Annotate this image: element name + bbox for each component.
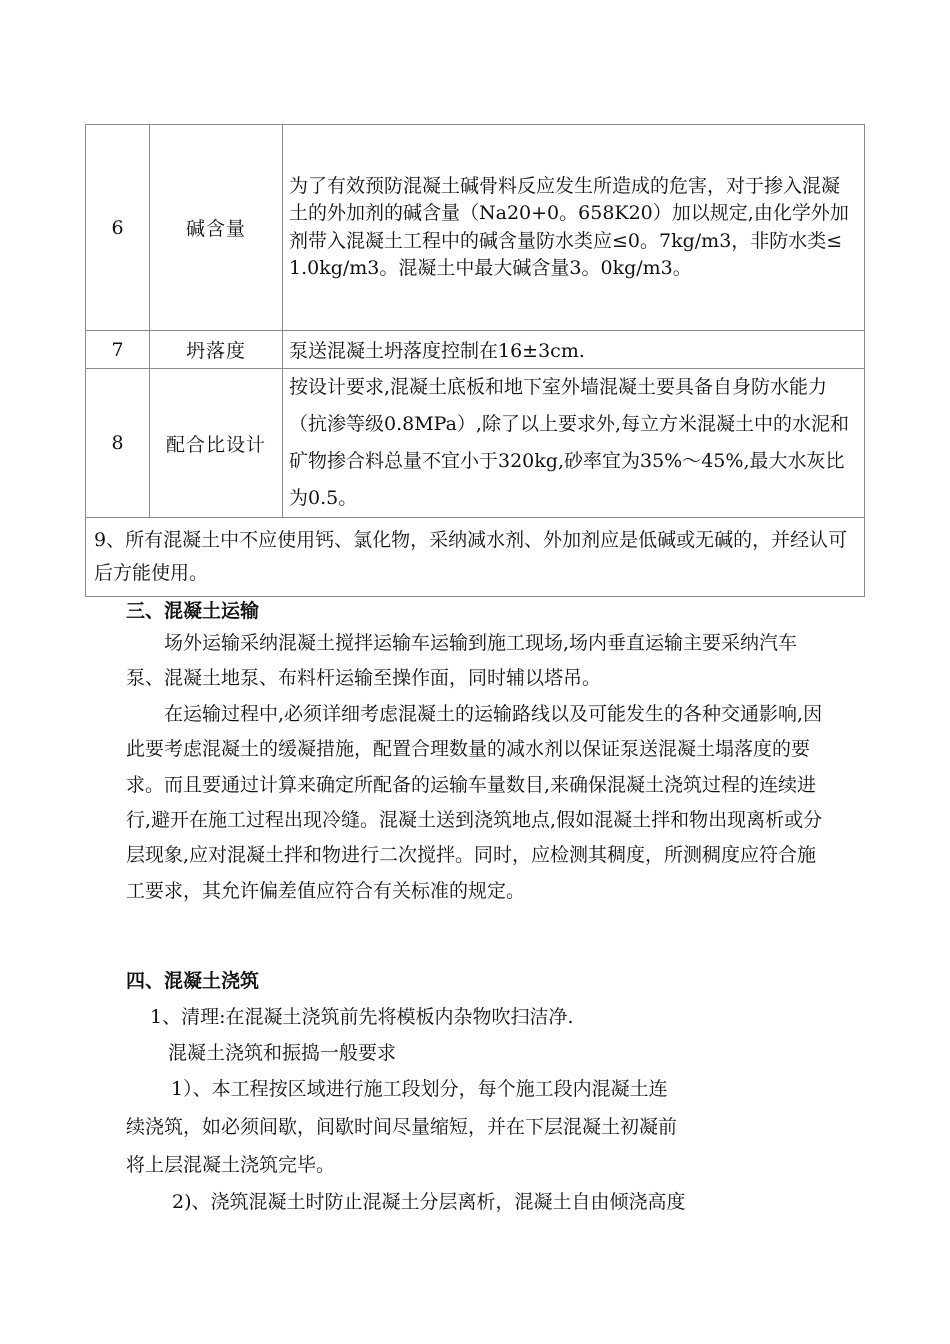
- spec-table: [85, 124, 865, 597]
- section-3-body: [126, 626, 826, 909]
- list-item-line: 1）、本工程按区域进行施工段划分，每个施工段内混凝土连: [171, 1078, 668, 1100]
- table-row: [86, 369, 865, 518]
- list-item-line: 续浇筑，如必须间歇，间歇时间尽量缩短，并在下层混凝土初凝前: [126, 1116, 678, 1138]
- row-description: 为了有效预防混凝土碱骨料反应发生所造成的危害，对于掺入混凝土的外加剂的碱含量（Na20+0。658K20）加以规定,由化学外加剂带入混凝土工程中的碱含量防水类应≤0。7kg/m3，非防水类≤ 1.0kg/m3。混凝土中最大碱含量3。0kg/m3。: [283, 125, 865, 331]
- table-note: 9、所有混凝土中不应使用钙、氯化物，采纳减水剂、外加剂应是低碱或无碱的，并经认可后方能使用。: [86, 518, 865, 597]
- row-description: 按设计要求,混凝土底板和地下室外墙混凝土要具备自身防水能力（抗渗等级0.8MPa）,除了以上要求外,每立方米混凝土中的水泥和矿物掺合料总量不宜小于320kg,砂率宜为35%～45%,最大水灰比为0.5。: [283, 369, 865, 518]
- row-item: 坍落度: [150, 331, 283, 369]
- table-row: [86, 331, 865, 369]
- list-item-line: 2)、浇筑混凝土时防止混凝土分层离析，混凝土自由倾浇高度: [172, 1191, 686, 1213]
- row-item: 配合比设计: [150, 369, 283, 518]
- table-row: [86, 518, 865, 597]
- row-item: 碱含量: [150, 125, 283, 331]
- list-item-line: 将上层混凝土浇筑完毕。: [126, 1154, 336, 1176]
- row-number: 8: [86, 369, 150, 518]
- section-4-heading: 四、混凝土浇筑: [126, 970, 260, 992]
- paragraph: 在运输过程中,必须详细考虑混凝土的运输路线以及可能发生的各种交通影响,因此要考虑混凝土的缓凝措施，配置合理数量的减水剂以保证泵送混凝土塌落度的要求。而且要通过计算来确定所配备的运输车量数目,来确保混凝土浇筑过程的连续进行,避开在施工过程出现冷缝。混凝土送到浇筑地点,假如混凝土拌和物出现离析或分层现象,应对混凝土拌和物进行二次搅拌。同时，应检测其稠度，所测稠度应符合施工要求，其允许偏差值应符合有关标准的规定。: [126, 702, 823, 902]
- paragraph: 场外运输采纳混凝土搅拌运输车运输到施工现场,场内垂直运输主要采纳汽车泵、混凝土地泵、布料杆运输至操作面，同时辅以塔吊。: [126, 632, 798, 690]
- section-3-heading: 三、混凝土运输: [126, 600, 260, 622]
- row-number: 7: [86, 331, 150, 369]
- row-description: 泵送混凝土坍落度控制在16±3cm.: [283, 331, 865, 369]
- subheading: 混凝土浇筑和振捣一般要求: [168, 1042, 397, 1064]
- row-number: 6: [86, 125, 150, 331]
- table-row: [86, 125, 865, 331]
- list-item: 1、清理:在混凝土浇筑前先将模板内杂物吹扫洁净.: [150, 1006, 574, 1028]
